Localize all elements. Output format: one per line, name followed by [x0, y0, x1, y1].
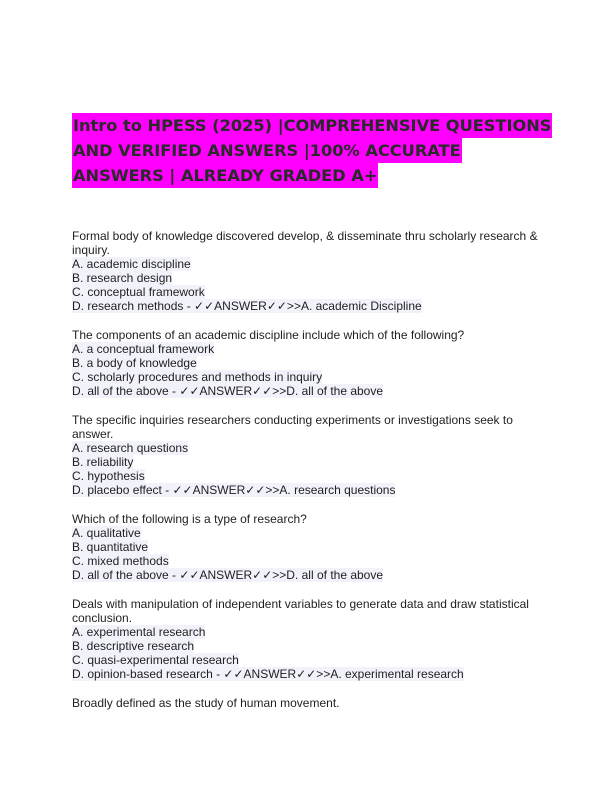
option-c: C. conceptual framework: [72, 285, 205, 299]
option-b: B. a body of knowledge: [72, 356, 197, 370]
answer-text: D. all of the above: [286, 384, 384, 398]
option-d: D. opinion-based research -: [72, 667, 224, 681]
option-c: C. quasi-experimental research: [72, 653, 239, 667]
question-text-cont: conclusion.: [72, 611, 133, 625]
option-d-with-answer: [72, 667, 544, 681]
question-list: [72, 229, 544, 725]
option-b: B. reliability: [72, 455, 134, 469]
option-d: D. all of the above -: [72, 384, 180, 398]
option-a: A. research questions: [72, 441, 189, 455]
option-d-with-answer: [72, 568, 544, 582]
title-line-3: ANSWERS | ALREADY GRADED A+: [72, 163, 378, 188]
option-a: A. experimental research: [72, 625, 206, 639]
question-text: The components of an academic discipline include which of the following?: [72, 328, 465, 342]
answer-text: A. experimental research: [330, 667, 464, 681]
option-c: C. mixed methods: [72, 554, 169, 568]
title-line-2: AND VERIFIED ANSWERS |100% ACCURATE: [72, 138, 462, 163]
option-a: A. academic discipline: [72, 257, 191, 271]
title-line-1: Intro to HPESS (2025) |COMPREHENSIVE QUESTIONS: [72, 113, 552, 138]
question-item: [72, 512, 544, 582]
answer-marker: ✓✓ANSWER✓✓>>: [179, 384, 287, 398]
question-text: The specific inquiries researchers conducting experiments or investigations seek to: [72, 413, 513, 427]
answer-marker: ✓✓ANSWER✓✓>>: [194, 299, 301, 313]
option-d-with-answer: [72, 483, 544, 497]
question-item: [72, 229, 544, 313]
question-item: [72, 328, 544, 398]
option-a: A. qualitative: [72, 526, 141, 540]
option-a: A. a conceptual framework: [72, 342, 215, 356]
option-d-with-answer: [72, 299, 544, 313]
question-text: Which of the following is a type of research?: [72, 512, 307, 526]
question-item: [72, 597, 544, 681]
question-item: [72, 696, 544, 710]
question-text: Deals with manipulation of independent variables to generate data and draw statistical: [72, 597, 529, 611]
answer-marker: ✓✓ANSWER✓✓>>: [179, 568, 287, 582]
option-d: D. research methods -: [72, 299, 195, 313]
option-c: C. hypothesis: [72, 469, 145, 483]
question-text-cont: inquiry.: [72, 243, 110, 257]
question-item: [72, 413, 544, 497]
answer-marker: ✓✓ANSWER✓✓>>: [223, 667, 331, 681]
question-text: Broadly defined as the study of human movement.: [72, 696, 340, 710]
document-title: [72, 113, 552, 188]
option-b: B. research design: [72, 271, 173, 285]
option-b: B. descriptive research: [72, 639, 195, 653]
option-d: D. all of the above -: [72, 568, 180, 582]
answer-text: A. research questions: [279, 483, 396, 497]
answer-marker: ✓✓ANSWER✓✓>>: [172, 483, 280, 497]
question-text: Formal body of knowledge discovered develop, & disseminate thru scholarly research &: [72, 229, 538, 243]
option-b: B. quantitative: [72, 540, 149, 554]
option-c: C. scholarly procedures and methods in inquiry: [72, 370, 323, 384]
option-d: D. placebo effect -: [72, 483, 173, 497]
option-d-with-answer: [72, 384, 544, 398]
question-text-cont: answer.: [72, 427, 114, 441]
answer-text: D. all of the above: [286, 568, 384, 582]
answer-text: A. academic Discipline: [300, 299, 422, 313]
